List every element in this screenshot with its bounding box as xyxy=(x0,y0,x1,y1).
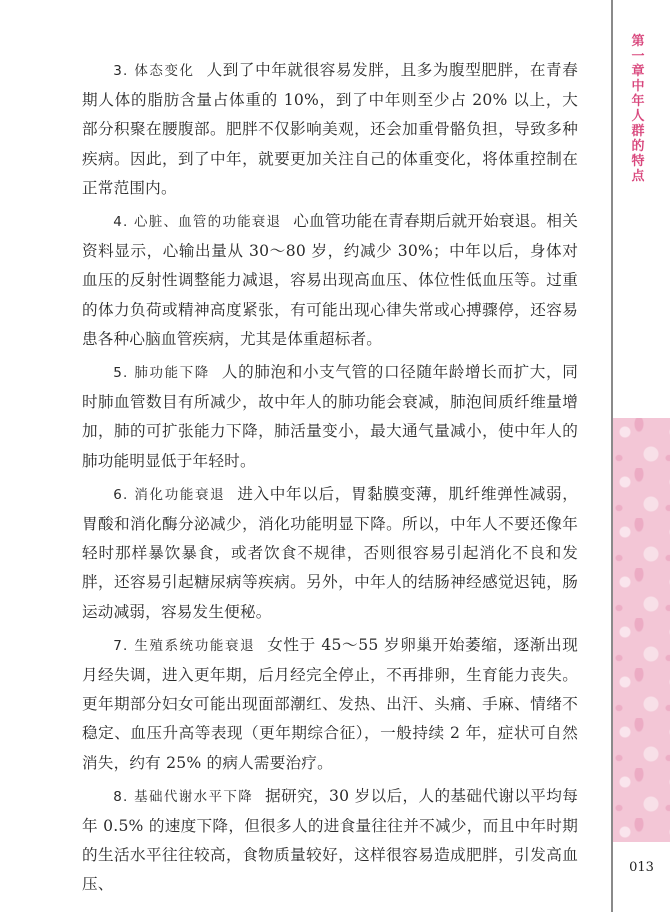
section-heading: 8. 基础代谢水平下降 xyxy=(113,788,254,805)
section-heading: 6. 消化功能衰退 xyxy=(113,486,226,503)
section-heading: 4. 心脏、血管的功能衰退 xyxy=(113,214,282,231)
paragraph-metabolism xyxy=(82,782,578,900)
section-heading: 7. 生殖系统功能衰退 xyxy=(113,637,256,654)
paragraph-cardiovascular xyxy=(82,207,578,354)
body-text xyxy=(82,56,578,904)
page-sidebar xyxy=(611,0,670,912)
paragraph-text: 进入中年以后，胃黏膜变薄，肌纤维弹性减弱，胃酸和消化酶分泌减少，消化功能明显下降。所以，中年人不要还像年轻时那样暴饮暴食，或者饮食不规律，否则很容易引起消化不良和发胖，还容易引起糖尿病等疾病。另外，中年人的结肠神经感觉迟钝，肠运动减弱，容易发生便秘。 xyxy=(82,484,578,621)
section-heading: 3. 体态变化 xyxy=(113,63,195,79)
floral-pattern-decoration xyxy=(613,418,670,842)
paragraph-lung xyxy=(82,358,578,476)
paragraph-text: 心血管功能在青春期后就开始衰退。相关资料显示，心输出量从 30～80 岁，约减少 30%；中年以后，身体对血压的反射性调整能力减退，容易出现高血压、体位性低血压等。过重的体力负荷或精神高度紧张，有可能出现心律失常或心搏骤停，还容易患各种心脑血管疾病，尤其是体重超标者。 xyxy=(82,212,578,348)
section-heading: 5. 肺功能下降 xyxy=(113,365,210,382)
page-number: 013 xyxy=(629,860,654,875)
paragraph-body-shape xyxy=(82,56,578,203)
paragraph-text: 据研究，30 岁以后，人的基础代谢以平均每年 0.5% 的速度下降，但很多人的进食量往往并不减少，而且中年时期的生活水平往往较高，食物质量较好，这样很容易造成肥胖，引发高血压、 xyxy=(82,786,579,894)
paragraph-text: 女性于 45～55 岁卵巢开始萎缩，逐渐出现月经失调，进入更年期，后月经完全停止，不再排卵，生育能力丧失。更年期部分妇女可能出现面部潮红、发热、出汗、头痛、手麻、情绪不稳定、血压升高等表现（更年期综合征），一般持续 2 年，症状可自然消失，约有 25% 的病人需要治疗。 xyxy=(82,635,579,772)
paragraph-reproductive xyxy=(82,631,578,778)
paragraph-text: 人到了中年就很容易发胖，且多为腹型肥胖，在青春期人体的脂肪含量占体重的 10%，到了中年则至少占 20% 以上，大部分积聚在腰腹部。肥胖不仅影响美观，还会加重骨骼负担，导致多种疾病。因此，到了中年，就要更加关注自己的体重变化，将体重控制在正常范围内。 xyxy=(82,61,578,197)
paragraph-text: 人的肺泡和小支气管的口径随年龄增长而扩大，同时肺血管数目有所减少，故中年人的肺功能会衰减，肺泡间质纤维量增加，肺的可扩张能力下降，肺活量变小，最大通气量减小，使中年人的肺功能明显低于年轻时。 xyxy=(82,363,578,470)
chapter-label: 第一章 中年人群的特点 xyxy=(631,34,645,184)
paragraph-digestion xyxy=(82,480,578,627)
